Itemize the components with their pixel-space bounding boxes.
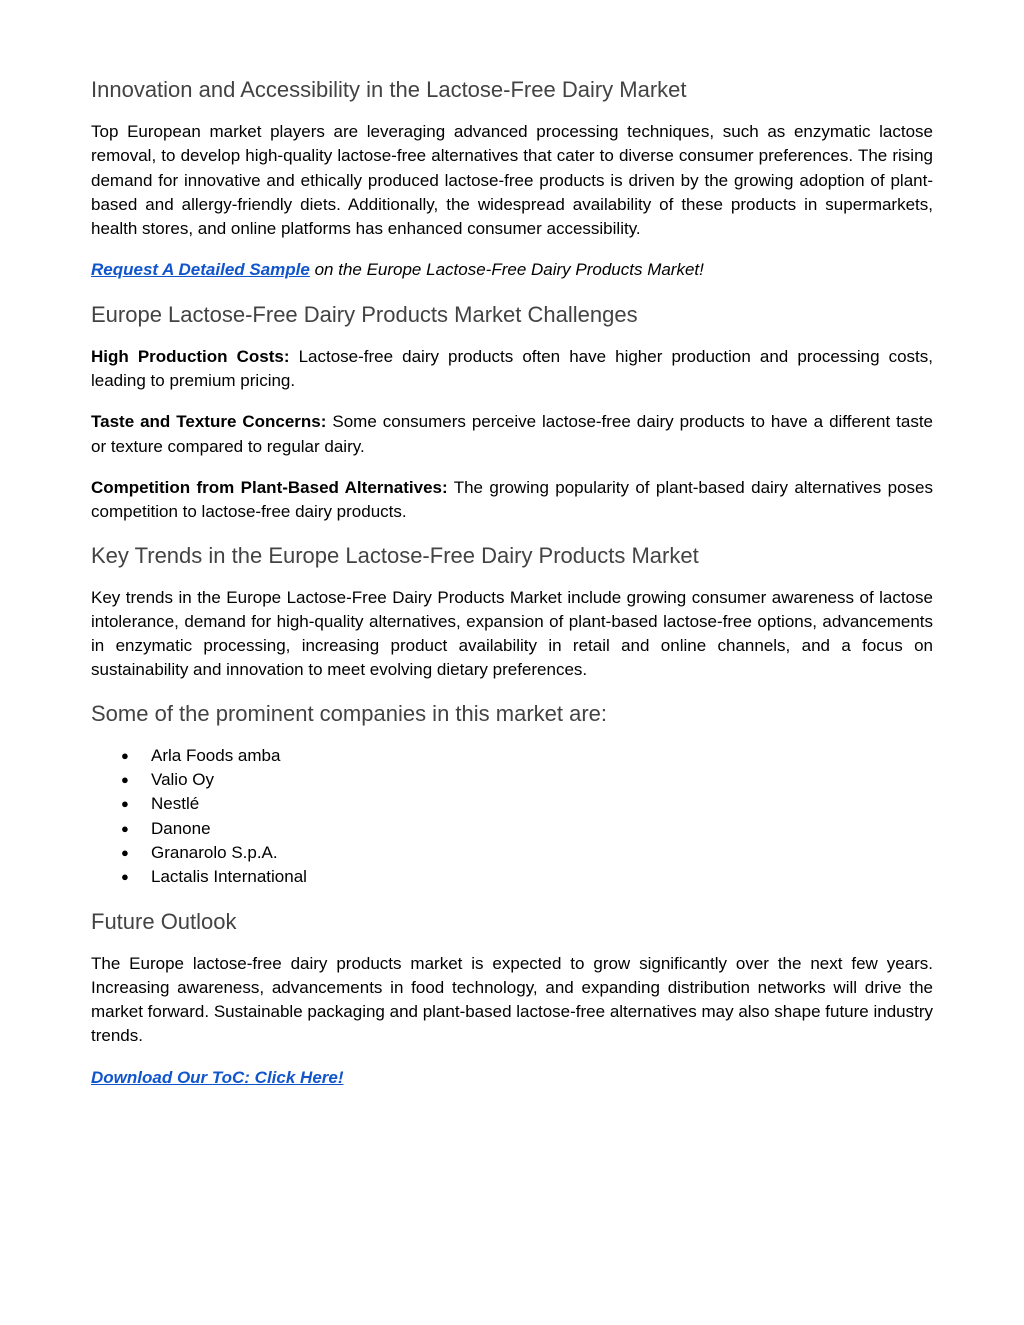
challenge-label: Taste and Texture Concerns: [91,412,327,432]
bullet-icon: ● [121,796,129,812]
bullet-icon: ● [121,820,129,836]
sample-cta [91,258,933,282]
sample-cta-text: on the Europe Lactose-Free Dairy Products Market! [309,260,704,280]
heading-companies: Some of the prominent companies in this market are: [91,700,608,726]
company-name: Granarolo S.p.A. [151,842,278,862]
list-item [91,768,933,792]
bullet-icon: ● [121,844,129,860]
heading-innovation: Innovation and Accessibility in the Lactose-Free Dairy Market [91,77,687,102]
heading-outlook: Future Outlook [91,908,237,934]
list-item [91,865,933,889]
bullet-icon: ● [121,747,129,763]
company-name: Lactalis International [151,867,307,887]
company-name: Valio Oy [151,770,214,790]
company-name: Nestlé [151,794,200,814]
toc-cta [91,1066,933,1090]
company-name: Danone [151,818,211,838]
list-item [91,817,933,841]
challenge-label: Competition from Plant-Based Alternatives: [91,477,448,497]
download-toc-link[interactable]: Download Our ToC: Click Here! [91,1067,344,1087]
company-name: Arla Foods amba [151,745,281,765]
bullet-icon: ● [121,772,129,788]
list-item [91,744,933,768]
heading-challenges: Europe Lactose-Free Dairy Products Market Challenges [91,301,638,327]
bullet-icon: ● [121,869,129,885]
challenge-label: High Production Costs: [91,346,290,366]
challenge-text: Lactose-free dairy products often have higher production and processing costs, leading to premium pricing. [91,346,933,391]
challenge-text: Some consumers perceive lactose-free dairy products to have a different taste or texture compared to regular dairy. [91,412,933,456]
list-item [91,792,933,816]
companies-list [91,744,933,890]
paragraph-outlook: The Europe lactose-free dairy products market is expected to grow significantly over the next few years. Increasing awareness, advancements in food technology, and expanding distribution networks will drive the market forward. Sustainable packaging and plant-based lactose-free alternatives may also shape future industry trends. [91,953,933,1046]
challenge-text: The growing popularity of plant-based dairy alternatives poses competition to lactose-free dairy products. [91,477,933,522]
challenge-item [91,476,933,525]
list-item [91,841,933,865]
request-sample-link[interactable]: Request A Detailed Sample [91,260,310,280]
challenge-item [91,345,933,394]
paragraph-trends: Key trends in the Europe Lactose-Free Dairy Products Market include growing consumer awareness of lactose intolerance, demand for high-quality alternatives, expansion of plant-based lactose-free options, advancements in enzymatic processing, increasing product availability in retail and online channels, and a focus on sustainability and innovation to meet evolving dietary preferences. [91,587,933,680]
paragraph-innovation: Top European market players are leveraging advanced processing techniques, such as enzymatic lactose removal, to develop high-quality lactose-free alternatives that cater to diverse consumer preferences. The rising demand for innovative and ethically produced lactose-free products is driven by the growing adoption of plant-based and allergy-friendly diets. Additionally, the widespread availability of these products in supermarkets, health stores, and online platforms has enhanced consumer accessibility. [91,122,933,239]
heading-trends: Key Trends in the Europe Lactose-Free Dairy Products Market [91,542,699,568]
challenge-item [91,410,933,459]
